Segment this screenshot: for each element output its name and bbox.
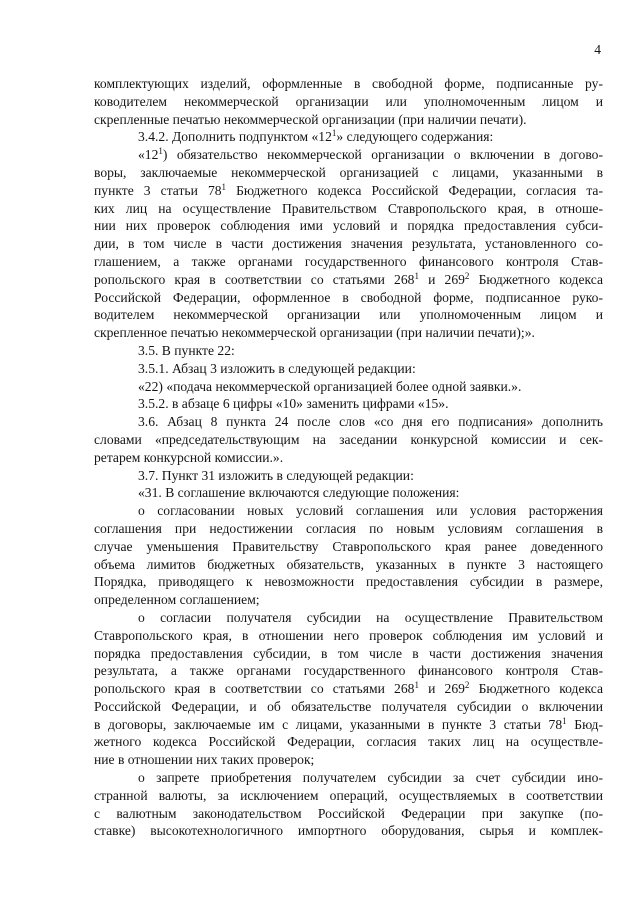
text-line: порядка предоставления субсидии, в том числе в части достижения значения: [94, 645, 603, 661]
text-line: скрепленное печатью некоммерческой организации (при наличии печати);».: [94, 325, 535, 341]
text-line: случае уменьшения Правительству Ставропольского края ранее доведенного: [94, 538, 603, 554]
text-line: ропольского края в соответствии со статьями $268^1$ и $269^2$ Бюджетного кодекса: [94, 680, 603, 697]
text-line: нии них проверок соблюдения ими условий и порядка предоставления субси-: [94, 218, 603, 234]
text-line: определенном соглашением;: [94, 592, 260, 608]
text-line: о запрете приобретения получателем субсидии за счет субсидии ино-: [138, 770, 603, 786]
text-line: жетного кодекса Российской Федерации, согласия таких лиц на осуществле-: [94, 734, 603, 750]
text-line: 3.5. В пункте 22:: [138, 342, 235, 358]
text-line: ретарем конкурсной комиссии.».: [94, 449, 284, 465]
text-line: 3.7. Пункт 31 изложить в следующей редакции:: [138, 467, 414, 483]
text-line: словами «председательствующим на заседании конкурсной комиссии и сек-: [94, 431, 603, 447]
text-line: 3.4.2. Дополнить подпунктом «$12^1$» следующего содержания:: [138, 128, 494, 145]
text-line: результата, а также органами государственного финансового контроля Став-: [94, 663, 603, 679]
text-line: скрепленные печатью некоммерческой организации (при наличии печати).: [94, 111, 527, 127]
text-line: «31. В соглашение включаются следующие положения:: [138, 485, 460, 501]
text-line: водителем некоммерческой организации или уполномоченным лицом и: [94, 307, 603, 323]
text-line: Российской Федерации, оформленное в свободной форме, подписанное руко-: [94, 289, 603, 305]
text-line: глашением, а также органами государственного финансового контроля Став-: [94, 253, 603, 269]
text-line: соглашения при недостижении согласия по новым условиям соглашения в: [94, 520, 603, 536]
text-line: ропольского края в соответствии со статьями $268^1$ и $269^2$ Бюджетного кодекса: [94, 270, 603, 287]
text-line: дии, в том числе в части достижения значения результата, установленного со-: [94, 236, 603, 252]
text-line: пункте 3 статьи $78^1$ Бюджетного кодекса Российской Федерации, согласия та-: [94, 181, 603, 198]
text-line: 3.5.2. в абзаце 6 цифры «10» заменить цифрами «15».: [138, 396, 449, 412]
text-line: воры, заключаемые некоммерческой организацией с лицами, указанными в: [94, 164, 603, 180]
text-line: ких лиц на осуществление Правительством Ставропольского края, в отноше-: [94, 200, 603, 216]
text-line: о согласовании новых условий соглашения или условия расторжения: [138, 503, 603, 519]
text-line: 3.5.1. Абзац 3 изложить в следующей редакции:: [138, 360, 416, 376]
text-line: 3.6. Абзац 8 пункта 24 после слов «со дня его подписания» дополнить: [138, 414, 603, 430]
text-line: странной валюты, за исключением операций, осуществляемых в соответствии: [94, 787, 603, 803]
text-line: Порядка, приводящего к невозможности предоставления субсидии в размере,: [94, 574, 603, 590]
text-line: с валютным законодательством Российской Федерации при закупке (по-: [94, 805, 603, 821]
text-line: ставке) высокотехнологичного импортного оборудования, сырья и комплек-: [94, 823, 603, 839]
document-body: [94, 75, 603, 840]
text-line: «22) «подача некоммерческой организацией более одной заявки.».: [138, 378, 522, 394]
text-line: Российской Федерации, и об обязательстве получателя субсидии о включении: [94, 698, 603, 714]
text-line: ние в отношении них таких проверок;: [94, 752, 315, 768]
text-line: ководителем некоммерческой организации или уполномоченным лицом и: [94, 93, 603, 109]
text-line: «$12^1$) обязательство некоммерческой организации о включении в догово-: [138, 146, 603, 163]
text-line: о согласии получателя субсидии на осуществление Правительством: [138, 609, 603, 625]
text-line: в договоры, заключаемые им с лицами, указанными в пункте 3 статьи $78^1$ Бюд-: [94, 715, 603, 732]
text-line: комплектующих изделий, оформленные в свободной форме, подписанные ру-: [94, 76, 603, 91]
page-number: 4: [594, 42, 601, 57]
text-line: объема лимитов бюджетных обязательств, указанных в пункте 3 настоящего: [94, 556, 603, 572]
text-line: Ставропольского края, в отношении него проверок соблюдения им условий и: [94, 627, 603, 643]
